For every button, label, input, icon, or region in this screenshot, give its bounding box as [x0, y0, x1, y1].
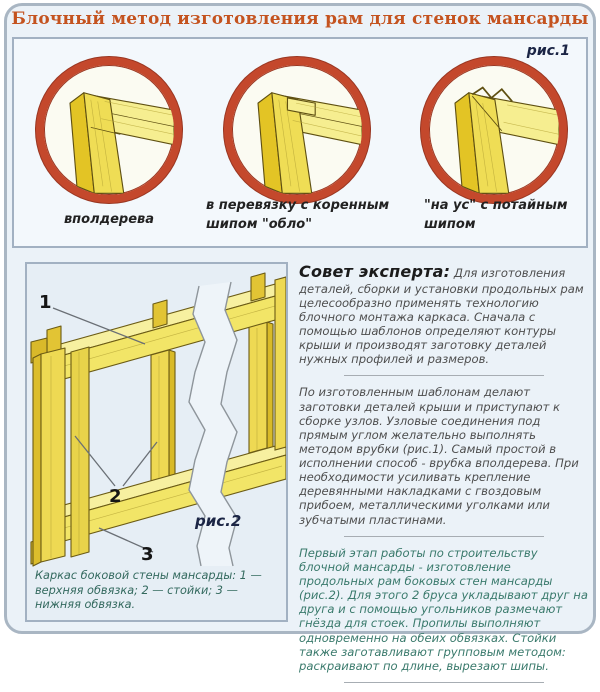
fig2-panel — [25, 262, 288, 622]
divider — [344, 375, 544, 376]
fig2-caption: Каркас боковой стены мансарды: 1 — верхняя обвязка; 2 — стойки; 3 — нижняя обвязка. — [35, 568, 262, 612]
halflap-joint-drawing — [44, 65, 174, 195]
divider — [344, 682, 544, 683]
joint-circle-mitre — [421, 57, 567, 203]
fig2-label: рис.2 — [195, 512, 242, 530]
frame-drawing — [27, 264, 286, 569]
fig1-label: рис.1 — [526, 43, 570, 59]
advice-paragraph-3: Первый этап работы по строительству блочной мансарды - изготовление продольных рам боковых стен мансарды (рис.2). Для этого 2 бруса укладывают друг на друга и с помощью угольников размечают гнёзда для стоек. Пропилы выполняют одновременно на обеих обвязках. Стойки также заготавливают групповым методом: раскраивают по длине, вырезают шипы. — [299, 545, 588, 673]
advice-heading: Совет эксперта: — [299, 262, 451, 281]
page-title: Блочный метод изготовления рам для стенок мансарды — [11, 9, 589, 29]
mitre-joint-drawing — [429, 65, 559, 195]
tenon-joint-drawing — [232, 65, 362, 195]
joint-circle-tenon — [224, 57, 370, 203]
advice-text-1: Для изготовления деталей, сборки и установки продольных рам целесообразно применять технологию блочного монтажа каркаса. Сначала с помощью шаблонов определяют контуры крыши и производят заготовку деталей нужных профилей и размеров. — [299, 266, 584, 367]
expert-advice — [299, 262, 589, 692]
advice-paragraph-2: По изготовленным шаблонам делают заготовки деталей крыши и приступают к сборке узлов. Узловые соединения под прямым углом желательно выполнять методом врубки (рис.1). Самый простой в исполнении способ - врубка вполдерева. При необходимости усиливать крепление деревянными накладками с гвоздовым прибоем, металлическими уголками или зубчатыми пластинами. — [299, 385, 579, 527]
frame-number-3: 3 — [141, 544, 154, 565]
fig1-panel — [12, 37, 588, 248]
joint-label-tenon: в перевязку с коренным шипом "обло" — [206, 198, 390, 232]
joint-label-mitre: "на ус" с потайным шипом — [424, 198, 568, 232]
frame-number-1: 1 — [39, 292, 52, 313]
divider — [344, 536, 544, 537]
advice-paragraph-1 — [299, 262, 589, 366]
joint-circle-halflap — [36, 57, 182, 203]
joint-label-halflap: вполдерева — [63, 212, 155, 227]
frame-number-2: 2 — [109, 486, 122, 507]
